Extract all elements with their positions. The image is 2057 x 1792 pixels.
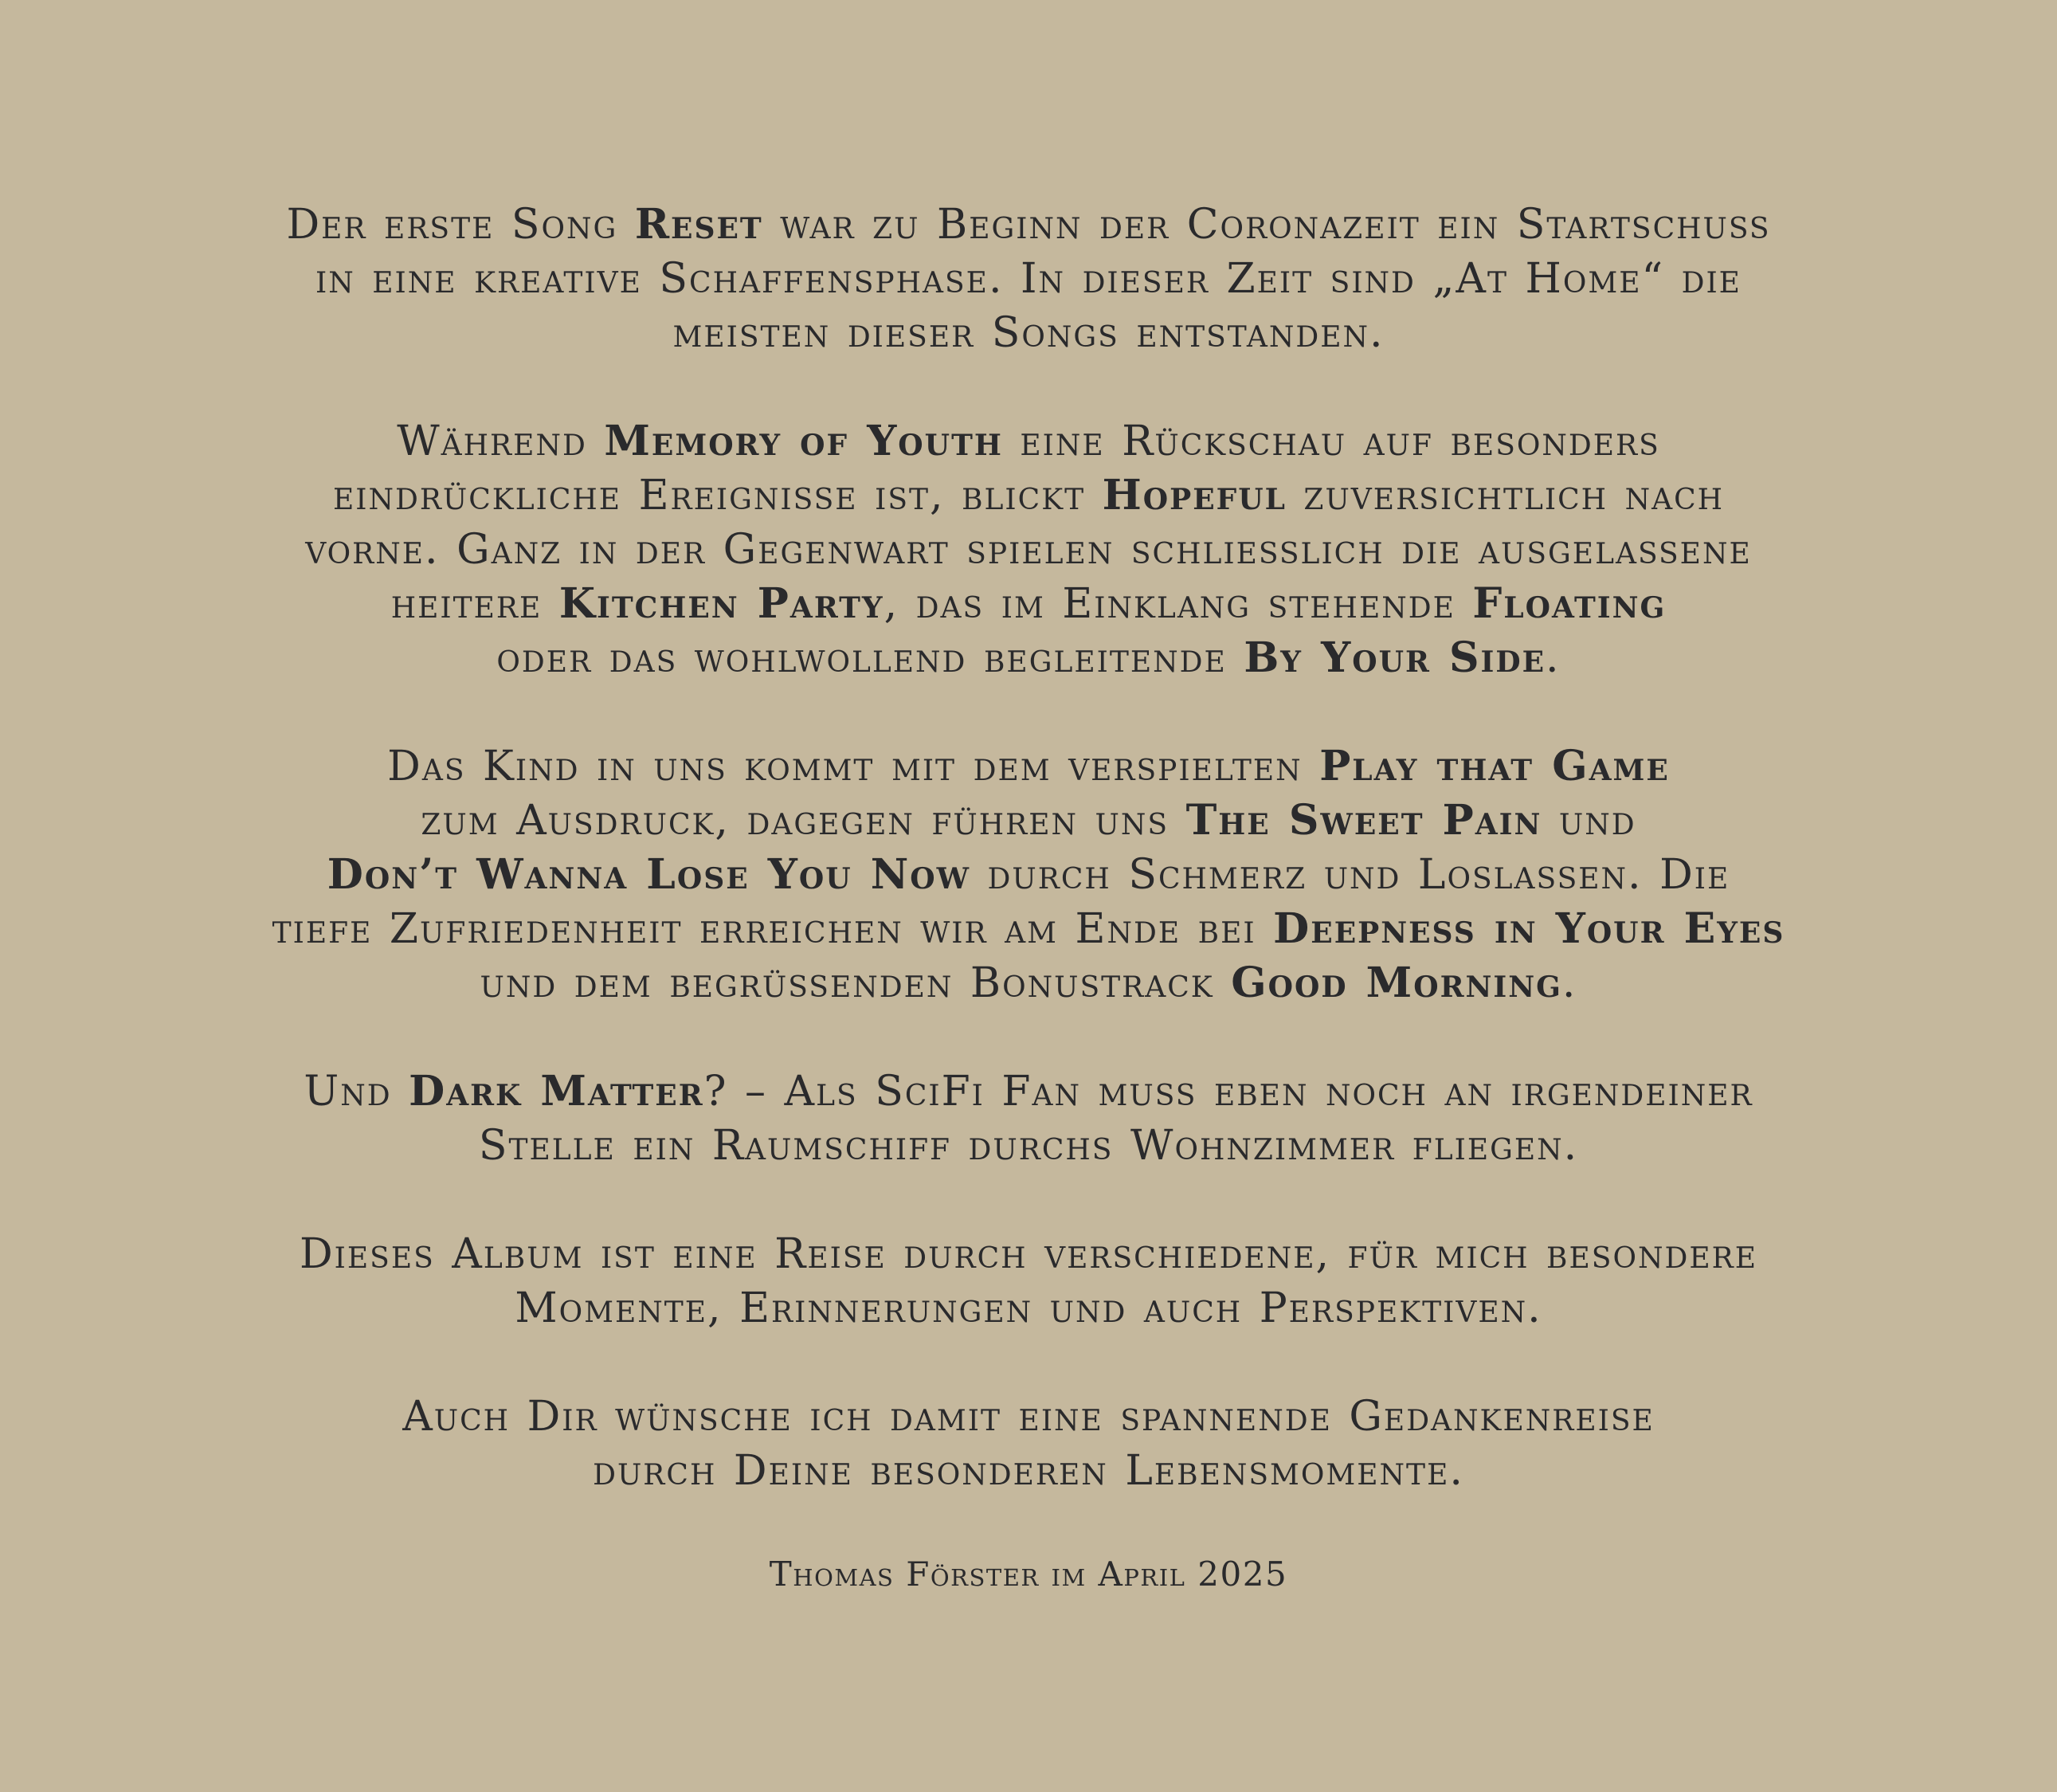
text-segment: war zu Beginn der Coronazeit ein Startschuss	[762, 201, 1771, 249]
text-line	[72, 1119, 1985, 1173]
text-line	[72, 794, 1985, 848]
song-title: Hopeful	[1102, 471, 1287, 520]
text-segment: Momente, Erinnerungen und auch Perspektiven.	[515, 1284, 1542, 1332]
text-segment: oder das wohlwollend begleitende	[496, 634, 1244, 682]
text-line	[72, 198, 1985, 252]
text-line	[72, 1281, 1985, 1335]
song-title: Good Morning	[1231, 959, 1562, 1007]
paragraph-1	[72, 198, 1985, 360]
text-line	[72, 469, 1985, 523]
song-title: Memory of Youth	[604, 417, 1003, 465]
text-segment: und	[1542, 797, 1636, 845]
liner-notes-text	[72, 198, 1985, 1498]
text-segment: Das Kind in uns kommt mit dem verspielten	[387, 743, 1320, 790]
text-segment: vorne. Ganz in der Gegenwart spielen schliesslich die ausgelassene	[305, 526, 1752, 574]
song-title: Reset	[634, 200, 763, 249]
text-line	[72, 523, 1985, 577]
text-line	[72, 306, 1985, 360]
text-segment: .	[1546, 634, 1561, 682]
text-segment: in eine kreative Schaffensphase. In dieser Zeit sind „At Home“ die	[315, 255, 1742, 303]
paragraph-4	[72, 1065, 1985, 1173]
text-segment: Und	[304, 1068, 409, 1116]
text-line	[72, 1227, 1985, 1281]
text-segment: Auch Dir wünsche ich damit eine spannende Gedankenreise	[402, 1393, 1655, 1441]
song-title: Kitchen Party	[558, 579, 884, 628]
text-segment: tiefe Zufriedenheit erreichen wir am Ende bei	[272, 905, 1274, 953]
text-line	[72, 902, 1985, 956]
text-segment: Der erste Song	[286, 201, 635, 249]
paragraph-2	[72, 414, 1985, 685]
text-segment: Dieses Album ist eine Reise durch verschiedene, für mich besondere	[299, 1230, 1757, 1278]
text-segment: durch Deine besonderen Lebensmomente.	[593, 1447, 1464, 1495]
text-segment: zuversichtlich nach	[1286, 472, 1725, 520]
song-title: By Your Side	[1244, 633, 1546, 682]
text-line	[72, 577, 1985, 631]
text-line	[72, 1390, 1985, 1444]
text-segment: ? – Als SciFi Fan muss eben noch an irgendeiner	[703, 1068, 1753, 1116]
text-segment: zum Ausdruck, dagegen führen uns	[421, 797, 1186, 845]
song-title: Deepness in Your Eyes	[1273, 904, 1785, 953]
text-line	[72, 414, 1985, 469]
paragraph-6	[72, 1390, 1985, 1498]
text-line	[72, 739, 1985, 794]
text-line	[72, 252, 1985, 306]
text-segment: .	[1561, 959, 1577, 1007]
signature: Thomas Förster im April 2025	[769, 1555, 1288, 1594]
song-title: Floating	[1472, 579, 1667, 628]
song-title: Play that Game	[1319, 742, 1670, 790]
text-line	[72, 1065, 1985, 1119]
text-line	[72, 631, 1985, 685]
text-segment: und dem begrüssenden Bonustrack	[480, 959, 1232, 1007]
text-segment: meisten dieser Songs entstanden.	[672, 309, 1385, 357]
text-line	[72, 1444, 1985, 1498]
song-title: Dark Matter	[409, 1067, 704, 1116]
text-segment: eine Rückschau auf besonders	[1002, 418, 1660, 465]
text-segment: Während	[397, 418, 605, 465]
text-line	[72, 848, 1985, 902]
text-segment: , das im Einklang stehende	[884, 580, 1473, 628]
text-line	[72, 956, 1985, 1010]
text-segment: Stelle ein Raumschiff durchs Wohnzimmer fliegen.	[478, 1122, 1579, 1170]
song-title: The Sweet Pain	[1185, 796, 1542, 845]
text-segment: heitere	[390, 580, 559, 628]
paragraph-5	[72, 1227, 1985, 1335]
text-segment: eindrückliche Ereignisse ist, blickt	[332, 472, 1103, 520]
text-segment: durch Schmerz und Loslassen. Die	[970, 851, 1730, 899]
paragraph-3	[72, 739, 1985, 1010]
song-title: Don’t Wanna Lose You Now	[327, 850, 971, 899]
